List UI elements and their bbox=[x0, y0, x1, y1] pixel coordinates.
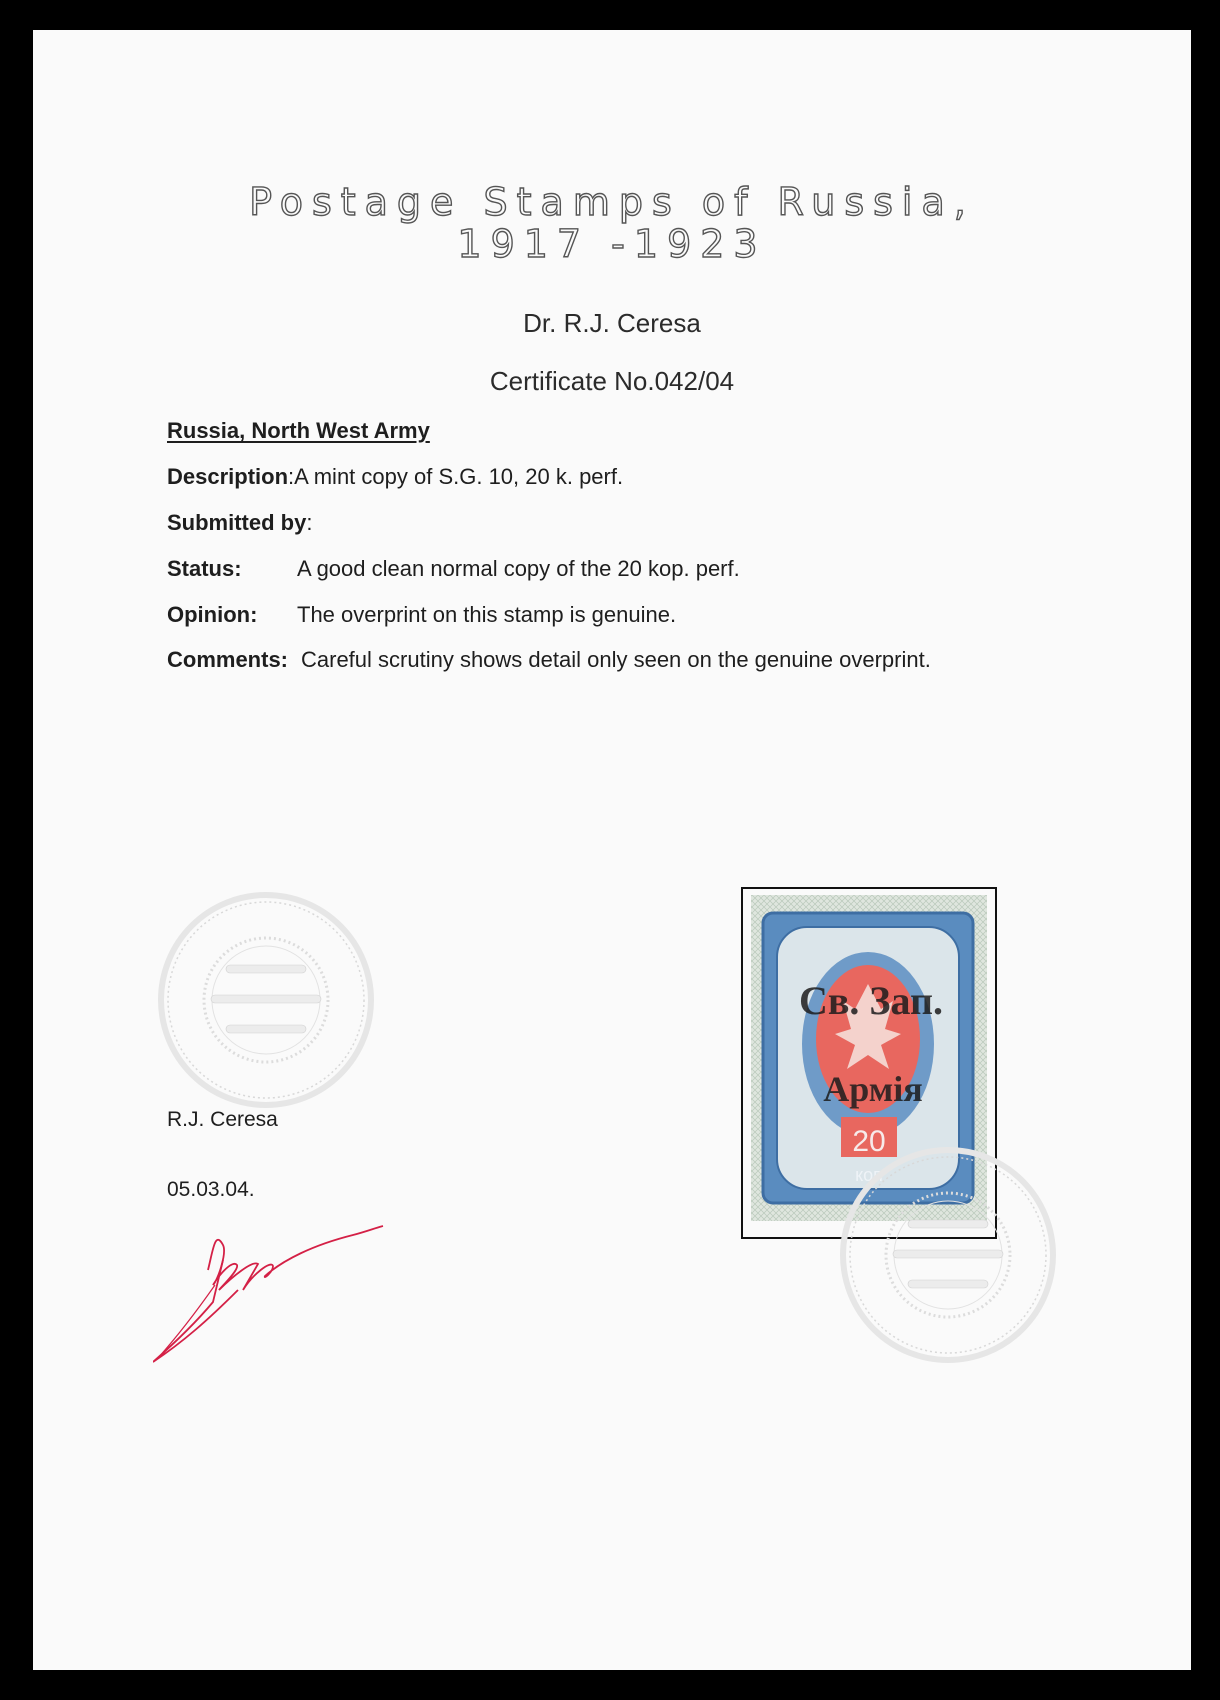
opinion-row bbox=[167, 602, 677, 628]
expert-name: Dr. R.J. Ceresa bbox=[523, 308, 701, 338]
comments-value: Careful scrutiny shows detail only seen on the genuine overprint. bbox=[301, 647, 931, 672]
embossed-seal-icon bbox=[151, 885, 381, 1115]
status-label: Status: bbox=[167, 556, 242, 581]
stamp-unit: коп bbox=[855, 1165, 883, 1185]
title-line-1: Postage Stamps of Russia, bbox=[249, 180, 975, 224]
signatory-name: R.J. Ceresa bbox=[167, 1108, 278, 1131]
description-label: Description bbox=[167, 464, 289, 489]
certificate-date: 05.03.04. bbox=[167, 1178, 255, 1201]
embossed-seal-icon bbox=[833, 1140, 1063, 1370]
description-row bbox=[167, 464, 623, 490]
comments-label: Comments: bbox=[167, 647, 289, 672]
comments-row bbox=[167, 647, 931, 673]
submitted-by-row bbox=[167, 510, 312, 536]
status-row bbox=[167, 556, 740, 582]
submitted-by-separator: : bbox=[306, 510, 313, 535]
opinion-value: The overprint on this stamp is genuine. bbox=[297, 602, 677, 627]
overprint-line-2: Армiя bbox=[823, 1069, 923, 1109]
opinion-label: Opinion: bbox=[167, 602, 258, 627]
certificate-sheet bbox=[33, 30, 1191, 1670]
status-value: A good clean normal copy of the 20 kop. perf. bbox=[297, 556, 740, 581]
handwritten-signature bbox=[153, 1190, 393, 1370]
stamp-issue-heading: Russia, North West Army bbox=[167, 418, 430, 443]
title-line-2: 1917 -1923 bbox=[457, 222, 767, 266]
certificate-number: Certificate No.042/04 bbox=[489, 366, 735, 396]
overprint-line-1: Св. Зап. bbox=[798, 978, 944, 1023]
description-separator: : bbox=[288, 464, 295, 489]
stamp-value: 20 bbox=[852, 1125, 886, 1158]
submitted-by-label: Submitted by bbox=[167, 510, 307, 535]
description-value: A mint copy of S.G. 10, 20 k. perf. bbox=[294, 464, 624, 489]
